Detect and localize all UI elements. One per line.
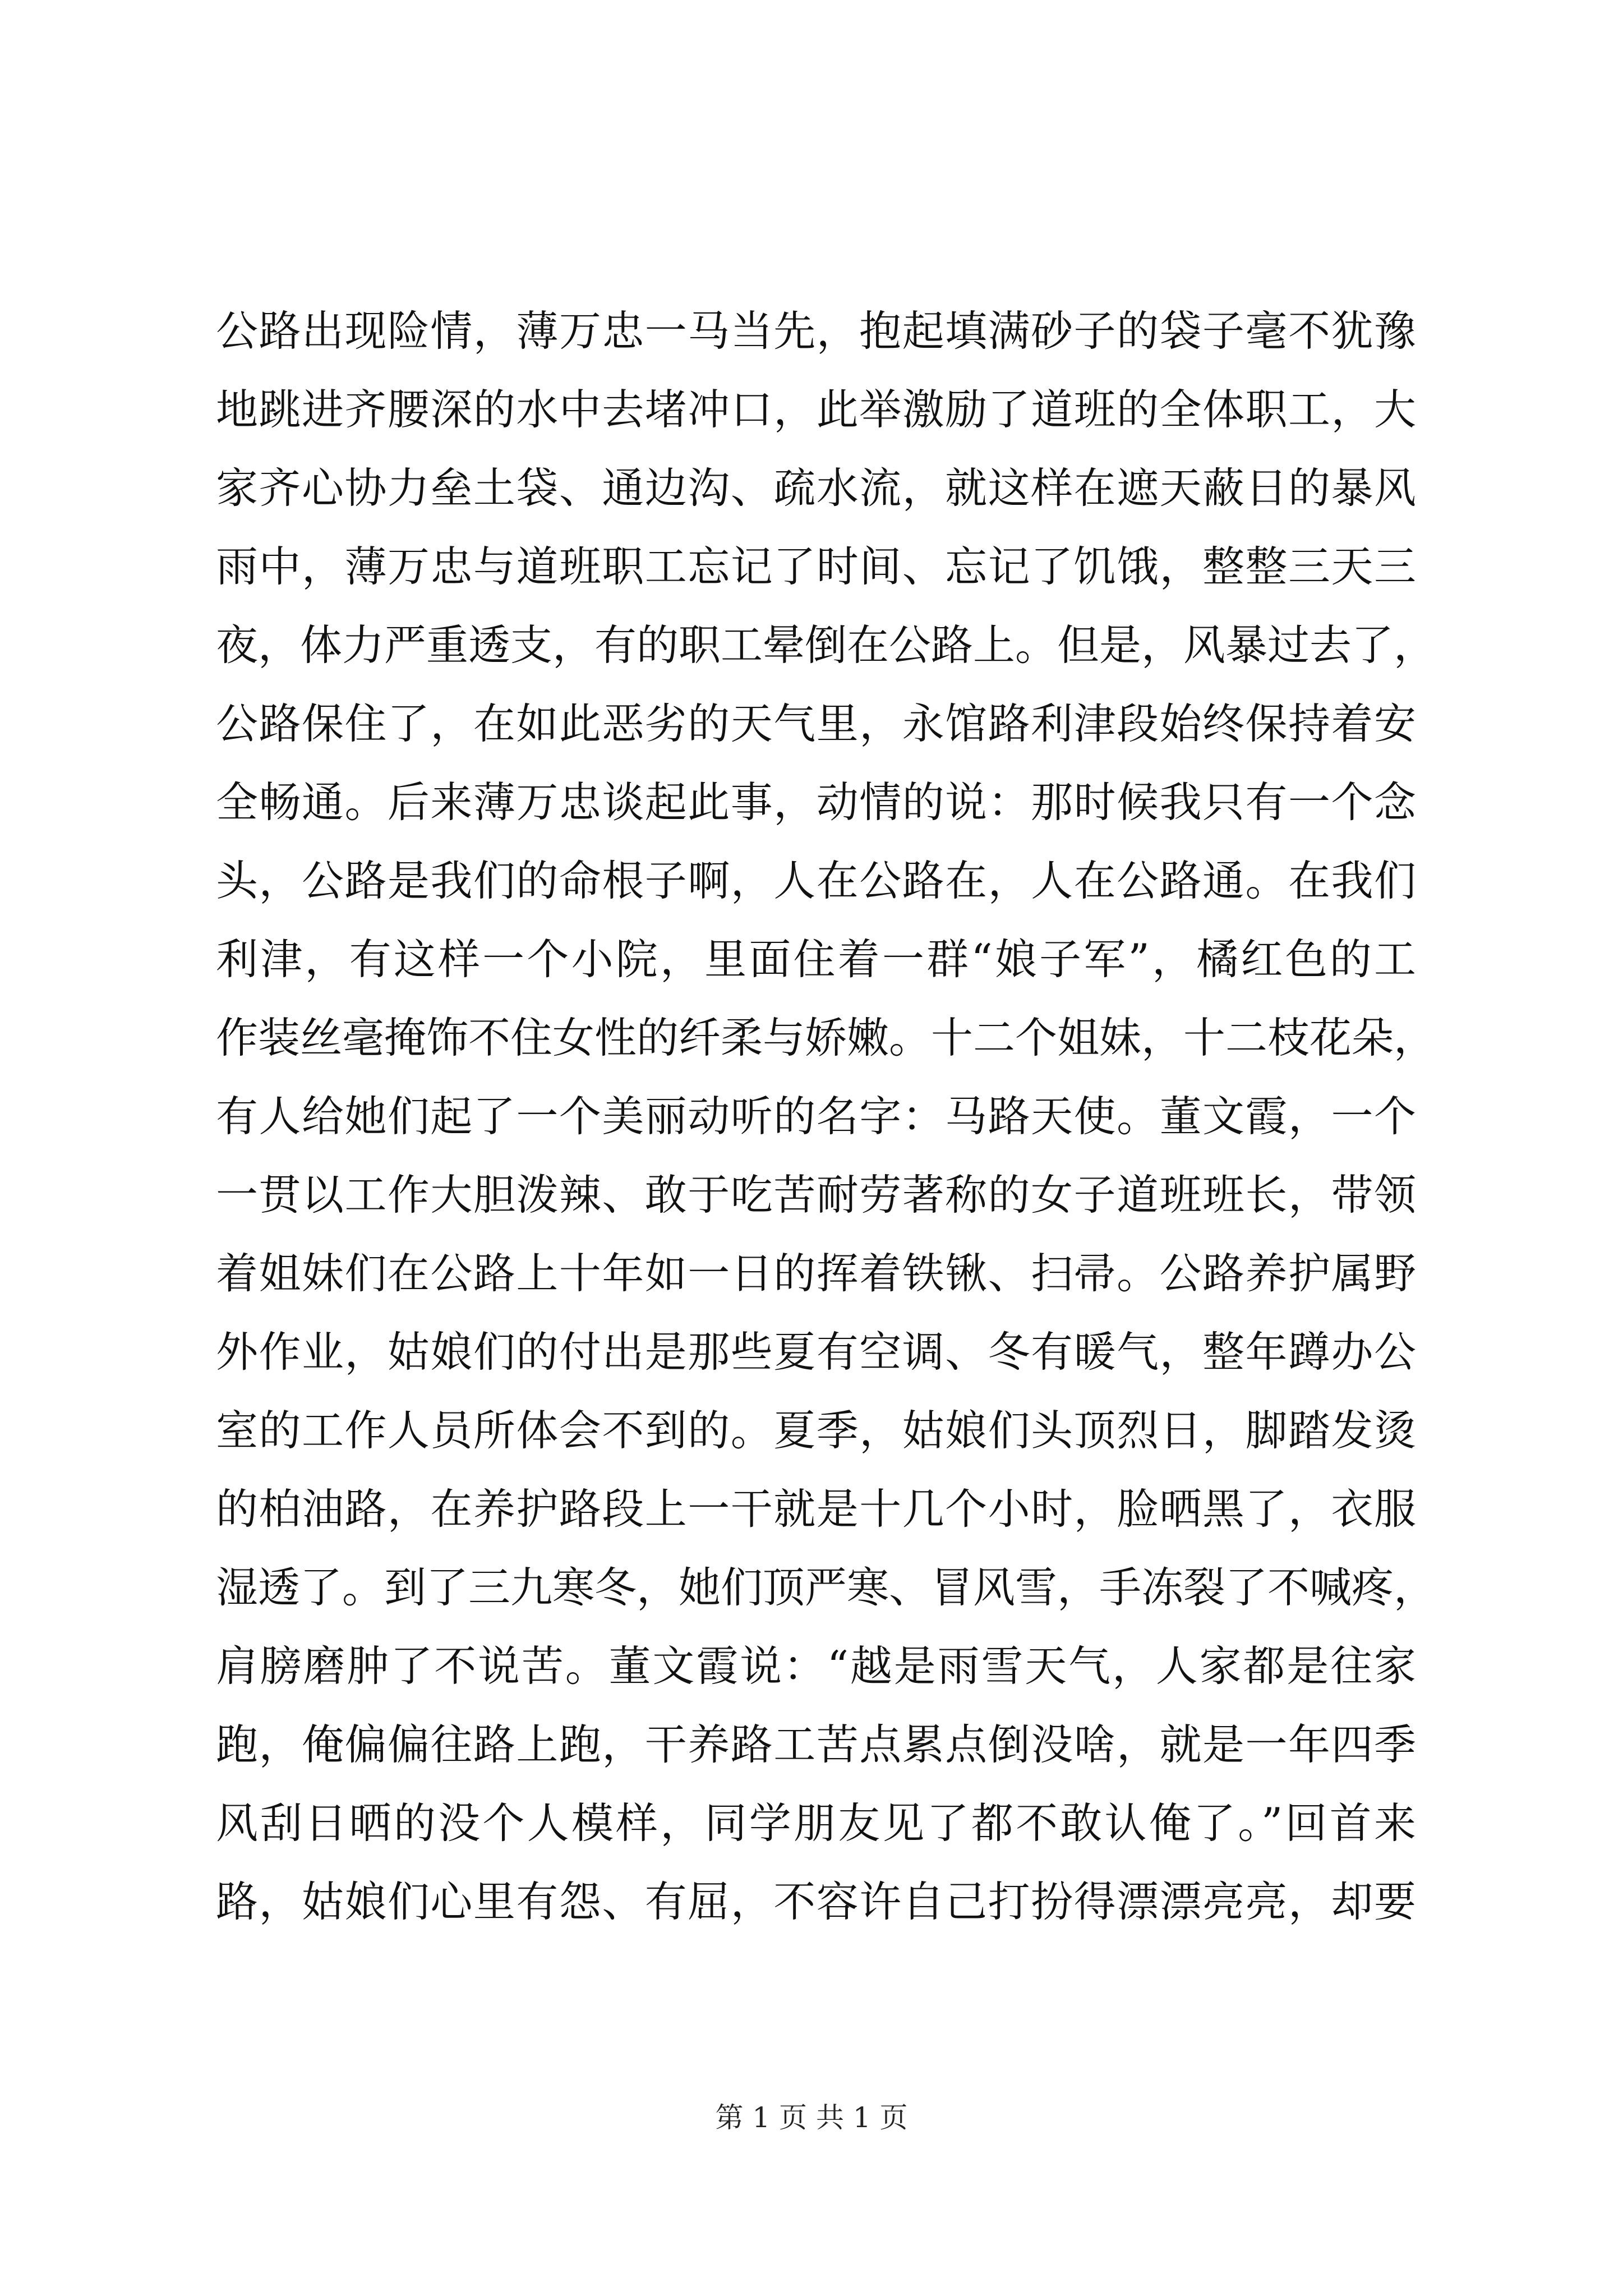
- text-line: 肩膀磨肿了不说苦。董文霞说：“越是雨雪天气，人家都是往家: [216, 1641, 1416, 1691]
- text-line: 一贯以工作大胆泼辣、敢于吃苦耐劳著称的女子道班班长，带领: [216, 1170, 1416, 1220]
- text-line: 风刮日晒的没个人模样，同学朋友见了都不敢认俺了。”回首来: [216, 1798, 1416, 1848]
- text-line: 利津，有这样一个小院，里面住着一群“娘子军”，橘红色的工: [216, 935, 1416, 984]
- text-line: 夜，体力严重透支，有的职工晕倒在公路上。但是，风暴过去了，: [216, 620, 1436, 670]
- text-line: 外作业，姑娘们的付出是那些夏有空调、冬有暖气，整年蹲办公: [216, 1327, 1416, 1377]
- text-line: 路，姑娘们心里有怨、有屈，不容许自己打扮得漂漂亮亮，却要: [216, 1877, 1416, 1926]
- text-line: 室的工作人员所体会不到的。夏季，姑娘们头顶烈日，脚踏发烫: [216, 1406, 1416, 1455]
- text-line: 湿透了。到了三九寒冬，她们顶严寒、冒风雪，手冻裂了不喊疼，: [216, 1563, 1436, 1612]
- text-line: 的柏油路，在养护路段上一干就是十几个小时，脸晒黑了，衣服: [216, 1484, 1416, 1534]
- text-line: 地跳进齐腰深的水中去堵冲口，此举激励了道班的全体职工，大: [216, 385, 1416, 434]
- text-line: 作装丝毫掩饰不住女性的纤柔与娇嫩。十二个姐妹，十二枝花朵，: [216, 1013, 1436, 1062]
- text-line: 雨中，薄万忠与道班职工忘记了时间、忘记了饥饿，整整三天三: [216, 542, 1416, 591]
- page-number-label: 第 1 页 共 1 页: [715, 2101, 908, 2134]
- text-line: 全畅通。后来薄万忠谈起此事，动情的说：那时候我只有一个念: [216, 777, 1416, 827]
- text-line: 着姐妹们在公路上十年如一日的挥着铁锹、扫帚。公路养护属野: [216, 1249, 1416, 1298]
- body-text: [216, 292, 1436, 1941]
- text-line: 公路出现险情，薄万忠一马当先，抱起填满砂子的袋子毫不犹豫: [216, 306, 1416, 356]
- text-line: 公路保住了，在如此恶劣的天气里，永馆路利津段始终保持着安: [216, 699, 1416, 748]
- text-line: 跑，俺偏偏往路上跑，干养路工苦点累点倒没啥，就是一年四季: [216, 1720, 1416, 1769]
- text-line: 有人给她们起了一个美丽动听的名字：马路天使。董文霞，一个: [216, 1092, 1416, 1141]
- text-line: 头，公路是我们的命根子啊，人在公路在，人在公路通。在我们: [216, 856, 1416, 905]
- page-footer: [0, 2098, 1623, 2137]
- text-line: 家齐心协力垒土袋、通边沟、疏水流，就这样在遮天蔽日的暴风: [216, 463, 1416, 513]
